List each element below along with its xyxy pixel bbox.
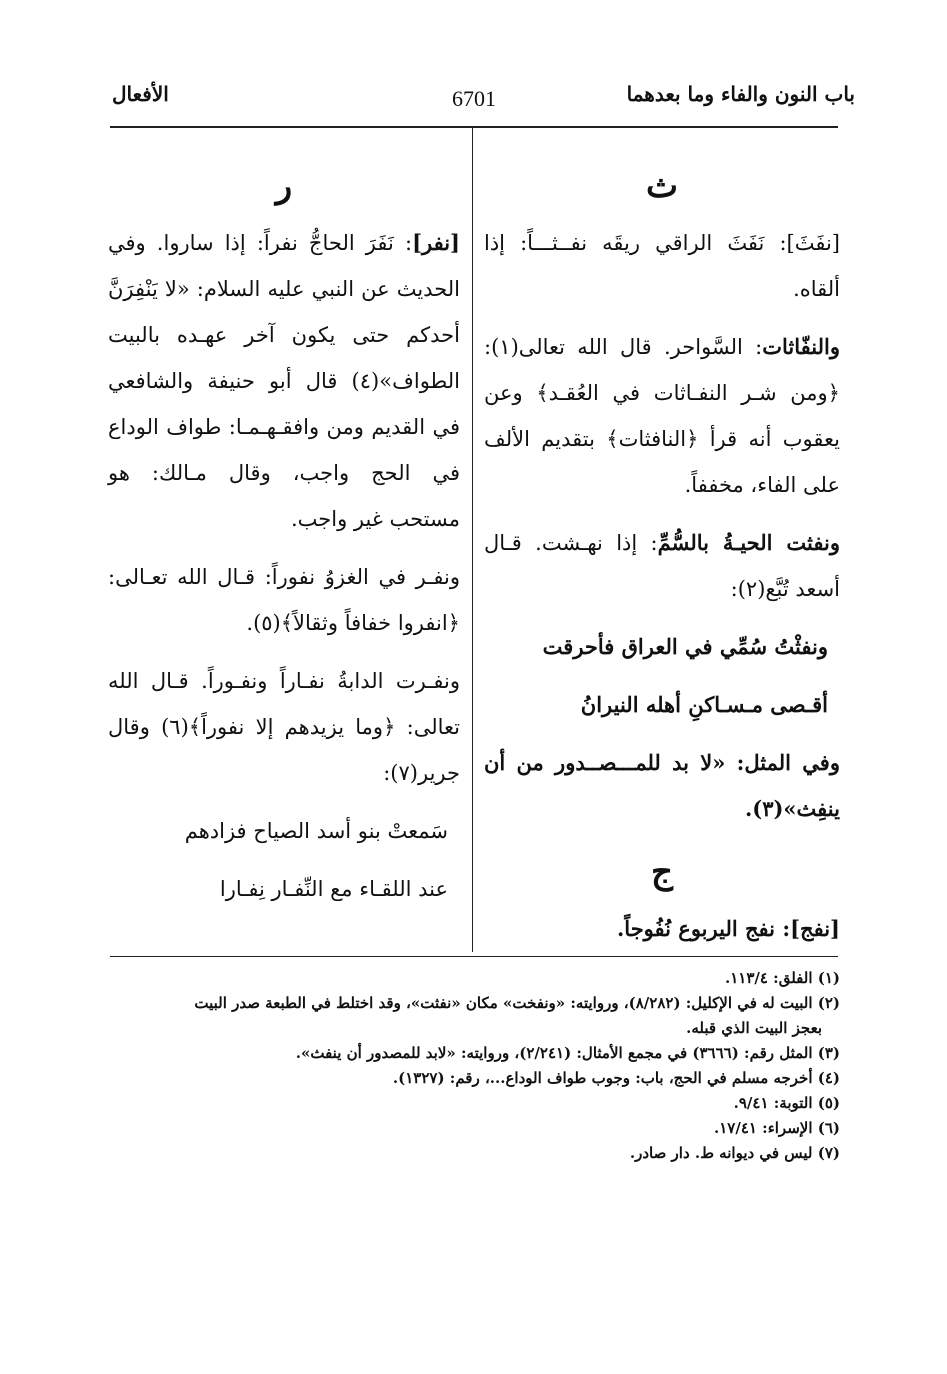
letter-heading-jim: ج bbox=[651, 852, 673, 892]
proverb: وفي المثل: «لا بد للمـــصــدور من أن ينفِث»(٣). bbox=[484, 750, 840, 821]
entry-text: : إذا نهـشت. قـال أسعد تُبَّع(٢): bbox=[484, 531, 840, 601]
entry-text: : نَفَرَ الحاجُّ نفراً: إذا ساروا. وفي الحديث عن النبي عليه السلام: «لا يَنْفِرَنَّ أحدكم حتى يكون آخر عهـده بالبيت الطواف»(٤) قال أبو حنيفة والشافعي في القديم ومن وافقـهـمـا: طواف الوداع في الحج واجب، وقال مـالك: هو مستحب غير واجب. bbox=[108, 231, 460, 531]
verse-line-1: سَمعتْ بنو أسد الصياح فزادهم bbox=[184, 819, 448, 843]
entry-text: : السَّواحر. قال الله تعالى(١): ﴿ومن شـر النفـاثات في العُقـد﴾ وعن يعقوب أنه قرأ ﴿النافثات﴾ بتقديم الألف على الفاء، مخففاً. bbox=[484, 335, 840, 497]
entry-nafathat-alhayya bbox=[484, 520, 840, 612]
footnote-rule bbox=[110, 956, 838, 957]
footnote-5: (٥) التوبة: ٩/٤١. bbox=[733, 1094, 840, 1112]
entry-nafara-fi-alghazw: ونفـر في الغزوُ نفوراً: قـال الله تعـالى: ﴿انفروا خفافاً وثقالاً﴾(٥). bbox=[108, 565, 460, 635]
entry-headword: [نفج] bbox=[790, 916, 840, 941]
footnotes bbox=[108, 966, 840, 1166]
entry-nafatha: [نفَثَ]: نَفَثَ الراقي ريقَه نفــثـــاً: إذا ألقاه. bbox=[484, 231, 840, 301]
entry-naffathat bbox=[484, 324, 840, 508]
letter-heading-tha: ث bbox=[645, 166, 678, 206]
footnote-7: (٧) ليس في ديوانه ط. دار صادر. bbox=[629, 1144, 840, 1162]
header-rule bbox=[110, 126, 838, 128]
left-column bbox=[108, 158, 460, 924]
footnote-2: (٢) البيت له في الإكليل: (٨/٢٨٢)، وروايته: «ونفخت» مكان «نفثت»، وقد اختلط في الطبعة صدر البيت bbox=[194, 994, 840, 1012]
running-header-chapter: باب النون والفاء وما بعدهما bbox=[626, 82, 855, 106]
footnote-3: (٣) المثل رقم: (٣٦٦٦) في مجمع الأمثال: (٢/٢٤١)، وروايته: «لابد للمصدور أن ينفث». bbox=[295, 1044, 840, 1062]
right-column bbox=[484, 158, 840, 964]
entry-nafarat-addabba: ونفـرت الدابةُ نفـاراً ونفـوراً. قـال الله تعالى: ﴿وما يزيدهم إلا نفوراً﴾(٦) وقال جرير(٧): bbox=[108, 669, 460, 785]
entry-nafaja bbox=[484, 906, 840, 952]
entry-headword: والنفّاثات bbox=[762, 334, 840, 359]
footnote-4: (٤) أخرجه مسلم في الحج، باب: وجوب طواف الوداع...، رقم: (١٣٢٧). bbox=[392, 1069, 840, 1087]
entry-nafara bbox=[108, 220, 460, 542]
entry-headword: [نفر] bbox=[412, 230, 460, 255]
running-header-section: الأفعال bbox=[112, 82, 169, 106]
verse-line-2: أقـصى مـسـاكنِ أهله النيرانُ bbox=[580, 692, 828, 717]
footnote-1: (١) الفلق: ١١٣/٤. bbox=[724, 969, 840, 987]
verse-line-1: ونفثْتُ سُمِّي في العراق فأحرقت bbox=[542, 634, 828, 659]
footnote-2-continuation: بعجز البيت الذي قبله. bbox=[686, 1019, 822, 1037]
column-divider bbox=[472, 128, 473, 952]
footnote-6: (٦) الإسراء: ١٧/٤١. bbox=[714, 1119, 840, 1137]
letter-heading-ra: ر bbox=[275, 166, 293, 206]
entry-headword: ونفثت الحيـةُ بالسُّمِّ bbox=[657, 530, 840, 555]
verse-line-2: عند اللقـاء مع النِّفـار نِفـارا bbox=[219, 877, 448, 901]
page-number: 6701 bbox=[452, 86, 496, 111]
entry-text: : نفج اليربوع نُفُوجاً. bbox=[616, 916, 791, 941]
